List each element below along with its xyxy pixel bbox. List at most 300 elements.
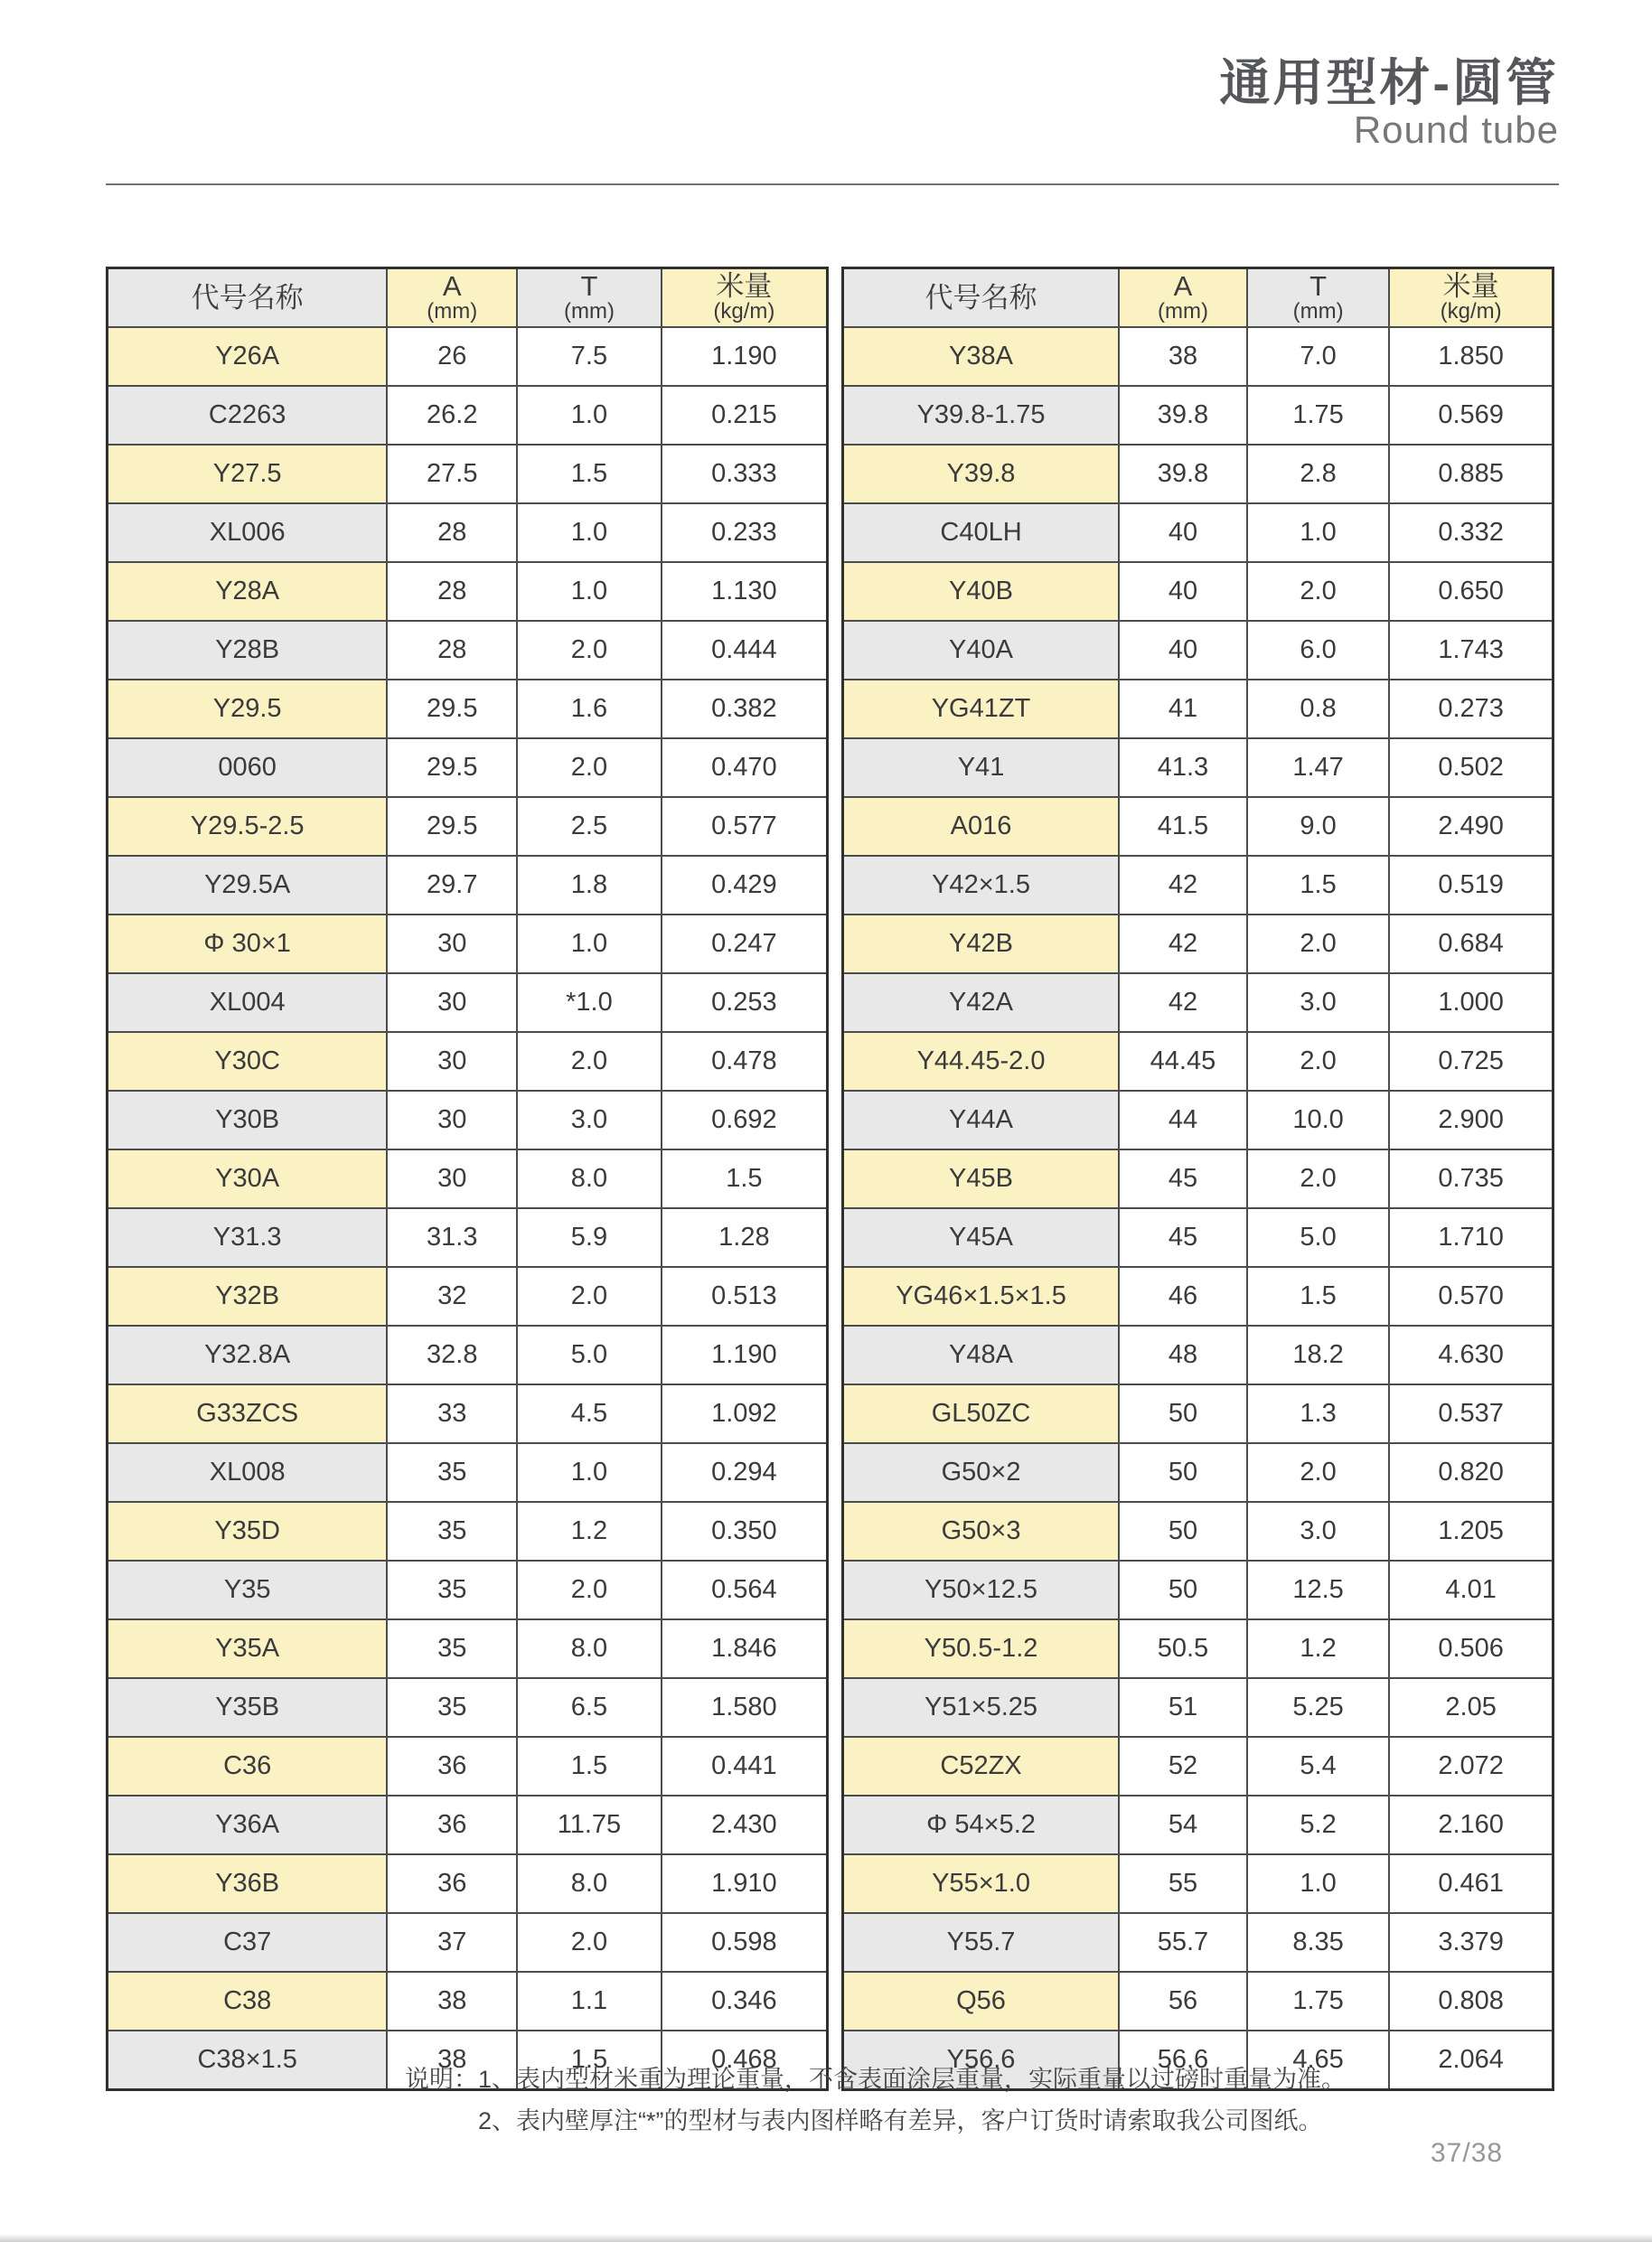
cell-t-mm: 0.8 (1247, 680, 1389, 738)
cell-t-mm: 1.47 (1247, 738, 1389, 797)
cell-code-name: Y40A (843, 621, 1120, 680)
cell-a-mm: 29.5 (387, 680, 517, 738)
table-header-cell: 米量 (kg/m) (1389, 268, 1553, 328)
cell-code-name: Y35D (108, 1502, 388, 1561)
cell-code-name: YG41ZT (843, 680, 1120, 738)
cell-a-mm: 52 (1119, 1737, 1247, 1796)
table-row (108, 738, 828, 797)
cell-a-mm: 35 (387, 1678, 517, 1737)
cell-a-mm: 35 (387, 1443, 517, 1502)
cell-code-name: Y50.5-1.2 (843, 1619, 1120, 1678)
cell-a-mm: 40 (1119, 621, 1247, 680)
cell-t-mm: 1.3 (1247, 1384, 1389, 1443)
cell-t-mm: 2.5 (517, 797, 662, 856)
cell-t-mm: 5.4 (1247, 1737, 1389, 1796)
cell-code-name: Y26A (108, 327, 388, 386)
cell-t-mm: 4.65 (1247, 2031, 1389, 2090)
cell-code-name: Y55.7 (843, 1913, 1120, 1972)
cell-a-mm: 26.2 (387, 386, 517, 445)
table-row (108, 1267, 828, 1326)
cell-weight-kgm: 0.429 (662, 856, 828, 915)
cell-t-mm: 1.5 (1247, 856, 1389, 915)
cell-t-mm: 1.5 (1247, 1267, 1389, 1326)
cell-weight-kgm: 2.072 (1389, 1737, 1553, 1796)
cell-weight-kgm: 0.332 (1389, 503, 1553, 562)
cell-a-mm: 48 (1119, 1326, 1247, 1384)
cell-t-mm: 1.5 (517, 445, 662, 503)
cell-code-name: Y28A (108, 562, 388, 621)
table-row (108, 680, 828, 738)
cell-a-mm: 30 (387, 973, 517, 1032)
cell-t-mm: 2.0 (1247, 1032, 1389, 1091)
table-row (108, 562, 828, 621)
cell-a-mm: 29.7 (387, 856, 517, 915)
cell-a-mm: 30 (387, 1149, 517, 1208)
cell-a-mm: 41.5 (1119, 797, 1247, 856)
cell-t-mm: 11.75 (517, 1796, 662, 1854)
cell-a-mm: 50 (1119, 1561, 1247, 1619)
table-row (108, 973, 828, 1032)
cell-t-mm: 2.0 (517, 1267, 662, 1326)
cell-a-mm: 45 (1119, 1208, 1247, 1267)
cell-weight-kgm: 2.160 (1389, 1796, 1553, 1854)
cell-code-name: Y39.8-1.75 (843, 386, 1120, 445)
cell-a-mm: 38 (387, 2031, 517, 2090)
table-header-cell: T (mm) (517, 268, 662, 328)
table-row (108, 621, 828, 680)
cell-weight-kgm: 0.253 (662, 973, 828, 1032)
cell-t-mm: 1.1 (517, 1972, 662, 2031)
table-row (108, 1913, 828, 1972)
table-row (843, 1326, 1553, 1384)
cell-t-mm: 8.0 (517, 1619, 662, 1678)
cell-code-name: C38 (108, 1972, 388, 2031)
table-header-cell: T (mm) (1247, 268, 1389, 328)
cell-weight-kgm: 1.743 (1389, 621, 1553, 680)
cell-weight-kgm: 0.820 (1389, 1443, 1553, 1502)
cell-code-name: Y29.5 (108, 680, 388, 738)
cell-a-mm: 36 (387, 1854, 517, 1913)
cell-weight-kgm: 0.570 (1389, 1267, 1553, 1326)
table-row (108, 1502, 828, 1561)
cell-weight-kgm: 1.190 (662, 327, 828, 386)
cell-a-mm: 37 (387, 1913, 517, 1972)
cell-a-mm: 40 (1119, 562, 1247, 621)
cell-a-mm: 42 (1119, 973, 1247, 1032)
table-row (108, 915, 828, 973)
cell-t-mm: 1.0 (517, 562, 662, 621)
cell-t-mm: 2.0 (517, 1561, 662, 1619)
table-row (108, 1443, 828, 1502)
cell-weight-kgm: 0.885 (1389, 445, 1553, 503)
table-row (843, 1443, 1553, 1502)
table-row (108, 1678, 828, 1737)
cell-weight-kgm: 1.846 (662, 1619, 828, 1678)
cell-weight-kgm: 1.580 (662, 1678, 828, 1737)
cell-a-mm: 35 (387, 1561, 517, 1619)
cell-a-mm: 30 (387, 915, 517, 973)
cell-a-mm: 39.8 (1119, 445, 1247, 503)
cell-a-mm: 46 (1119, 1267, 1247, 1326)
cell-code-name: Y35A (108, 1619, 388, 1678)
cell-weight-kgm: 0.346 (662, 1972, 828, 2031)
cell-a-mm: 27.5 (387, 445, 517, 503)
table-row (843, 973, 1553, 1032)
cell-t-mm: 1.0 (1247, 503, 1389, 562)
cell-t-mm: 1.2 (517, 1502, 662, 1561)
cell-a-mm: 29.5 (387, 797, 517, 856)
table-row (843, 1737, 1553, 1796)
cell-a-mm: 30 (387, 1091, 517, 1149)
cell-code-name: XL006 (108, 503, 388, 562)
cell-weight-kgm: 2.490 (1389, 797, 1553, 856)
cell-code-name: Y39.8 (843, 445, 1120, 503)
cell-code-name: Y35 (108, 1561, 388, 1619)
cell-t-mm: 4.5 (517, 1384, 662, 1443)
table-row (843, 1091, 1553, 1149)
cell-weight-kgm: 1.710 (1389, 1208, 1553, 1267)
cell-t-mm: 2.0 (517, 621, 662, 680)
cell-t-mm: 7.5 (517, 327, 662, 386)
cell-a-mm: 32.8 (387, 1326, 517, 1384)
cell-code-name: Y42×1.5 (843, 856, 1120, 915)
table-header-cell: A (mm) (387, 268, 517, 328)
cell-a-mm: 44.45 (1119, 1032, 1247, 1091)
cell-weight-kgm: 0.382 (662, 680, 828, 738)
cell-weight-kgm: 0.233 (662, 503, 828, 562)
spec-table-left (106, 267, 829, 2091)
table-row (843, 1561, 1553, 1619)
table-row (108, 797, 828, 856)
cell-t-mm: 2.0 (517, 738, 662, 797)
cell-weight-kgm: 2.064 (1389, 2031, 1553, 2090)
table-row (108, 1091, 828, 1149)
cell-t-mm: 2.0 (1247, 1149, 1389, 1208)
cell-code-name: Y31.3 (108, 1208, 388, 1267)
cell-a-mm: 51 (1119, 1678, 1247, 1737)
table-header-cell: 代号名称 (843, 268, 1120, 328)
cell-weight-kgm: 0.564 (662, 1561, 828, 1619)
table-row (843, 915, 1553, 973)
table-row (843, 1384, 1553, 1443)
cell-code-name: GL50ZC (843, 1384, 1120, 1443)
cell-weight-kgm: 0.470 (662, 738, 828, 797)
table-row (108, 1972, 828, 2031)
cell-weight-kgm: 0.273 (1389, 680, 1553, 738)
cell-code-name: Y45A (843, 1208, 1120, 1267)
cell-t-mm: 1.0 (517, 915, 662, 973)
table-row (843, 327, 1553, 386)
table-row (843, 1854, 1553, 1913)
cell-t-mm: 1.75 (1247, 1972, 1389, 2031)
table-row (843, 1032, 1553, 1091)
cell-t-mm: 5.25 (1247, 1678, 1389, 1737)
cell-t-mm: 2.8 (1247, 445, 1389, 503)
cell-code-name: A016 (843, 797, 1120, 856)
note-line: 1、表内型材米重为理论重量，不含表面涂层重量，实际重量以过磅时重量为准。 (478, 2066, 1347, 2093)
cell-a-mm: 42 (1119, 856, 1247, 915)
cell-code-name: Y48A (843, 1326, 1120, 1384)
cell-code-name: Y30C (108, 1032, 388, 1091)
cell-weight-kgm: 1.190 (662, 1326, 828, 1384)
notes-prefix: 说明： (405, 2066, 478, 2093)
table-row (843, 1678, 1553, 1737)
page-number: 37/38 (1431, 2138, 1504, 2168)
cell-a-mm: 31.3 (387, 1208, 517, 1267)
table-header-cell: A (mm) (1119, 268, 1247, 328)
cell-a-mm: 35 (387, 1619, 517, 1678)
cell-a-mm: 55.7 (1119, 1913, 1247, 1972)
cell-a-mm: 56.6 (1119, 2031, 1247, 2090)
cell-code-name: Y55×1.0 (843, 1854, 1120, 1913)
cell-code-name: Y38A (843, 327, 1120, 386)
cell-weight-kgm: 0.478 (662, 1032, 828, 1091)
cell-code-name: C52ZX (843, 1737, 1120, 1796)
cell-a-mm: 32 (387, 1267, 517, 1326)
cell-a-mm: 36 (387, 1796, 517, 1854)
table-header-row (843, 268, 1553, 328)
cell-a-mm: 33 (387, 1384, 517, 1443)
cell-code-name: Y32B (108, 1267, 388, 1326)
cell-code-name: C37 (108, 1913, 388, 1972)
table-row (108, 1384, 828, 1443)
cell-t-mm: 6.0 (1247, 621, 1389, 680)
table-row (108, 1854, 828, 1913)
cell-t-mm: 1.0 (517, 386, 662, 445)
cell-t-mm: 5.2 (1247, 1796, 1389, 1854)
table-row (108, 1149, 828, 1208)
cell-code-name: Φ 30×1 (108, 915, 388, 973)
cell-weight-kgm: 2.05 (1389, 1678, 1553, 1737)
table-row (843, 1149, 1553, 1208)
table-header-row (108, 268, 828, 328)
cell-a-mm: 45 (1119, 1149, 1247, 1208)
cell-code-name: Y28B (108, 621, 388, 680)
cell-t-mm: 9.0 (1247, 797, 1389, 856)
cell-t-mm: 10.0 (1247, 1091, 1389, 1149)
cell-t-mm: 2.0 (517, 1032, 662, 1091)
cell-code-name: Y42A (843, 973, 1120, 1032)
table-row (108, 1796, 828, 1854)
cell-weight-kgm: 1.130 (662, 562, 828, 621)
page-bottom-edge (0, 2234, 1652, 2242)
cell-weight-kgm: 1.205 (1389, 1502, 1553, 1561)
cell-a-mm: 55 (1119, 1854, 1247, 1913)
table-row (843, 562, 1553, 621)
table-row (843, 1796, 1553, 1854)
spec-tables (106, 267, 1554, 2091)
cell-code-name: Y44.45-2.0 (843, 1032, 1120, 1091)
cell-code-name: Y30B (108, 1091, 388, 1149)
cell-weight-kgm: 0.294 (662, 1443, 828, 1502)
cell-a-mm: 26 (387, 327, 517, 386)
cell-code-name: Y32.8A (108, 1326, 388, 1384)
cell-code-name: Y42B (843, 915, 1120, 973)
cell-weight-kgm: 3.379 (1389, 1913, 1553, 1972)
note-line: 2、表内壁厚注“*”的型材与表内图样略有差异，客户订货时请索取我公司图纸。 (478, 2107, 1323, 2134)
table-row (843, 1267, 1553, 1326)
table-row (108, 856, 828, 915)
cell-weight-kgm: 4.630 (1389, 1326, 1553, 1384)
page-subtitle: Round tube (1353, 108, 1559, 151)
table-row (843, 445, 1553, 503)
cell-a-mm: 41 (1119, 680, 1247, 738)
cell-t-mm: 1.0 (1247, 1854, 1389, 1913)
cell-weight-kgm: 0.506 (1389, 1619, 1553, 1678)
cell-t-mm: 7.0 (1247, 327, 1389, 386)
cell-weight-kgm: 0.333 (662, 445, 828, 503)
cell-code-name: Y36B (108, 1854, 388, 1913)
cell-code-name: Y40B (843, 562, 1120, 621)
table-row (843, 1208, 1553, 1267)
cell-t-mm: 2.0 (1247, 562, 1389, 621)
cell-weight-kgm: 0.577 (662, 797, 828, 856)
cell-a-mm: 30 (387, 1032, 517, 1091)
cell-t-mm: 2.0 (1247, 1443, 1389, 1502)
cell-weight-kgm: 1.000 (1389, 973, 1553, 1032)
cell-code-name: YG46×1.5×1.5 (843, 1267, 1120, 1326)
cell-code-name: XL004 (108, 973, 388, 1032)
cell-code-name: C36 (108, 1737, 388, 1796)
cell-code-name: G50×2 (843, 1443, 1120, 1502)
cell-a-mm: 29.5 (387, 738, 517, 797)
table-row (843, 386, 1553, 445)
cell-code-name: 0060 (108, 738, 388, 797)
cell-t-mm: 1.0 (517, 1443, 662, 1502)
cell-weight-kgm: 0.537 (1389, 1384, 1553, 1443)
cell-t-mm: 1.2 (1247, 1619, 1389, 1678)
cell-a-mm: 35 (387, 1502, 517, 1561)
table-row (843, 1972, 1553, 2031)
cell-weight-kgm: 0.513 (662, 1267, 828, 1326)
cell-weight-kgm: 0.468 (662, 2031, 828, 2090)
notes-lines (478, 2059, 1346, 2142)
page-title: 通用型材-圆管 (1219, 54, 1559, 111)
cell-a-mm: 54 (1119, 1796, 1247, 1854)
cell-weight-kgm: 0.725 (1389, 1032, 1553, 1091)
table-row (108, 1032, 828, 1091)
table-row (843, 738, 1553, 797)
cell-weight-kgm: 0.519 (1389, 856, 1553, 915)
header-rule (106, 183, 1559, 185)
cell-t-mm: 3.0 (1247, 973, 1389, 1032)
table-row (843, 1913, 1553, 1972)
table-row (108, 445, 828, 503)
cell-weight-kgm: 0.350 (662, 1502, 828, 1561)
cell-code-name: Y36A (108, 1796, 388, 1854)
cell-code-name: G33ZCS (108, 1384, 388, 1443)
cell-a-mm: 28 (387, 562, 517, 621)
cell-weight-kgm: 0.808 (1389, 1972, 1553, 2031)
cell-a-mm: 28 (387, 503, 517, 562)
cell-a-mm: 50.5 (1119, 1619, 1247, 1678)
table-row (843, 856, 1553, 915)
cell-weight-kgm: 0.215 (662, 386, 828, 445)
cell-weight-kgm: 1.092 (662, 1384, 828, 1443)
cell-code-name: Q56 (843, 1972, 1120, 2031)
cell-weight-kgm: 1.28 (662, 1208, 828, 1267)
cell-t-mm: 5.9 (517, 1208, 662, 1267)
cell-code-name: C40LH (843, 503, 1120, 562)
table-row (108, 1208, 828, 1267)
cell-a-mm: 36 (387, 1737, 517, 1796)
table-row (843, 1502, 1553, 1561)
cell-t-mm: 18.2 (1247, 1326, 1389, 1384)
cell-a-mm: 39.8 (1119, 386, 1247, 445)
cell-a-mm: 44 (1119, 1091, 1247, 1149)
cell-weight-kgm: 4.01 (1389, 1561, 1553, 1619)
cell-t-mm: 2.0 (1247, 915, 1389, 973)
table-row (843, 797, 1553, 856)
cell-a-mm: 38 (387, 1972, 517, 2031)
table-header-cell: 代号名称 (108, 268, 388, 328)
cell-a-mm: 50 (1119, 1443, 1247, 1502)
table-row (108, 1619, 828, 1678)
cell-weight-kgm: 0.650 (1389, 562, 1553, 621)
cell-code-name: Y45B (843, 1149, 1120, 1208)
cell-weight-kgm: 0.735 (1389, 1149, 1553, 1208)
cell-code-name: Y56.6 (843, 2031, 1120, 2090)
cell-weight-kgm: 0.569 (1389, 386, 1553, 445)
cell-a-mm: 56 (1119, 1972, 1247, 2031)
cell-weight-kgm: 1.5 (662, 1149, 828, 1208)
cell-weight-kgm: 2.430 (662, 1796, 828, 1854)
cell-t-mm: 1.75 (1247, 386, 1389, 445)
cell-weight-kgm: 0.502 (1389, 738, 1553, 797)
table-row (843, 503, 1553, 562)
cell-t-mm: 8.0 (517, 1854, 662, 1913)
cell-code-name: Y35B (108, 1678, 388, 1737)
cell-weight-kgm: 0.247 (662, 915, 828, 973)
cell-t-mm: 12.5 (1247, 1561, 1389, 1619)
table-row (843, 1619, 1553, 1678)
cell-a-mm: 42 (1119, 915, 1247, 973)
cell-weight-kgm: 0.692 (662, 1091, 828, 1149)
spec-table-right (841, 267, 1554, 2091)
table-row (108, 1737, 828, 1796)
cell-t-mm: 2.0 (517, 1913, 662, 1972)
table-header-cell: 米量 (kg/m) (662, 268, 828, 328)
cell-code-name: C38×1.5 (108, 2031, 388, 2090)
cell-code-name: Y44A (843, 1091, 1120, 1149)
cell-a-mm: 50 (1119, 1384, 1247, 1443)
cell-t-mm: 3.0 (1247, 1502, 1389, 1561)
cell-a-mm: 40 (1119, 503, 1247, 562)
cell-t-mm: 5.0 (517, 1326, 662, 1384)
cell-weight-kgm: 0.598 (662, 1913, 828, 1972)
cell-code-name: C2263 (108, 386, 388, 445)
table-row (108, 386, 828, 445)
cell-a-mm: 50 (1119, 1502, 1247, 1561)
notes (405, 2059, 1346, 2142)
cell-weight-kgm: 1.850 (1389, 327, 1553, 386)
cell-a-mm: 41.3 (1119, 738, 1247, 797)
cell-code-name: Y41 (843, 738, 1120, 797)
cell-t-mm: 6.5 (517, 1678, 662, 1737)
cell-weight-kgm: 1.910 (662, 1854, 828, 1913)
table-row (108, 1561, 828, 1619)
cell-t-mm: 5.0 (1247, 1208, 1389, 1267)
cell-t-mm: 8.0 (517, 1149, 662, 1208)
cell-a-mm: 28 (387, 621, 517, 680)
cell-weight-kgm: 2.900 (1389, 1091, 1553, 1149)
table-row (843, 680, 1553, 738)
cell-code-name: Φ 54×5.2 (843, 1796, 1120, 1854)
cell-code-name: Y50×12.5 (843, 1561, 1120, 1619)
cell-weight-kgm: 0.461 (1389, 1854, 1553, 1913)
cell-code-name: Y29.5A (108, 856, 388, 915)
cell-t-mm: 1.0 (517, 503, 662, 562)
